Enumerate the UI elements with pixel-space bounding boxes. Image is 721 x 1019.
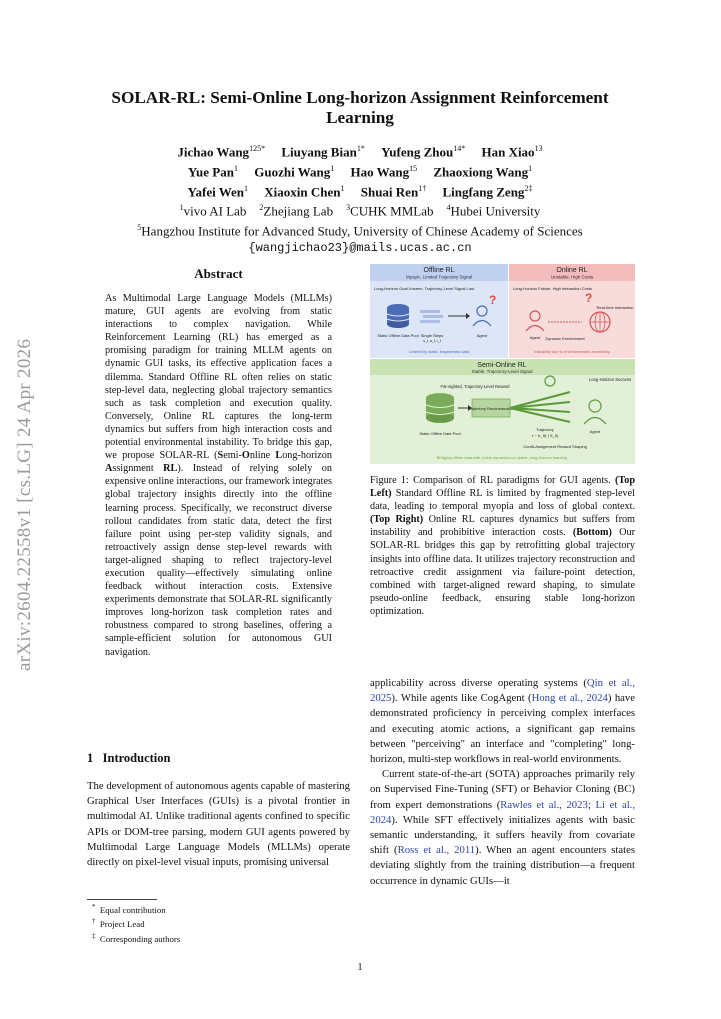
- footnote-rule: [87, 899, 157, 900]
- footnote-mark: ‡: [92, 931, 96, 940]
- recon-label: Trajectory Reconstruction: [468, 406, 514, 411]
- author-sup: 2‡: [524, 183, 533, 193]
- offline-question-icon: ?: [489, 293, 497, 307]
- section-heading: [87, 751, 170, 766]
- author-name: Guozhi Wang: [254, 164, 331, 180]
- caption-bold: (Top Right): [370, 514, 424, 526]
- acronym-letter: L: [275, 450, 283, 462]
- abstract-heading: Abstract: [194, 266, 243, 281]
- page-number: 1: [357, 962, 363, 973]
- semi-agent-label: Agent: [589, 429, 601, 434]
- intro-paragraph: The development of autonomous agents capable of mastering Graphical User Interfaces (GUIs) is a pivotal frontier in multimodal AI. Unlike traditional agents confined to specific APIs or DOM-tree parsing, modern GUI agents powered by Multimodal Large Language Models (MLLMs) operate directly on pixel-level visual inputs, promising universal: [87, 780, 350, 869]
- author-sup: 13: [534, 144, 543, 153]
- caption-text: Comparison of RL paradigms for GUI agents.: [408, 475, 615, 486]
- author-sup: 14*: [453, 144, 466, 153]
- farsighted-label: Far-sighted, Trajectory-Level Reward: [440, 384, 510, 389]
- author-sup: 1: [528, 163, 533, 173]
- author-name: Liuyang Bian: [281, 144, 357, 160]
- steps-label: Single Steps: [420, 333, 444, 338]
- affiliation: Hangzhou Institute for Advanced Study, University of Chinese Academy of Sciences: [141, 223, 583, 239]
- offline-agent-label: Agent: [476, 333, 488, 338]
- body-text: ). When an agent encounters states deviating slightly from the training distribution—a frequent occurrence in dynamic GUIs—it: [370, 844, 636, 887]
- online-note: Long-Horizon Failure, High Interaction Costs: [513, 286, 592, 291]
- affil-sup: 4: [446, 203, 451, 213]
- acronym-rest: ong-horizon: [282, 450, 332, 462]
- semi-title: Semi-Online RL: [477, 362, 527, 369]
- traj-formula: τ ~ π_θ(·| S_0): [531, 433, 559, 438]
- paper-title: SOLAR-RL: Semi-Online Long-horizon Assignment Reinforcement Learning: [111, 88, 609, 127]
- body-text: applicability across diverse operating systems (: [370, 677, 587, 689]
- caption-bold: (Top Left): [370, 475, 635, 500]
- acronym-letter: RL: [163, 463, 178, 475]
- author-sup: 1: [330, 163, 335, 173]
- affiliation: Zhejiang Lab: [263, 203, 334, 219]
- acronym-letter: A: [105, 463, 113, 475]
- online-subtitle: Unstable, High Costs: [550, 274, 594, 280]
- affiliation: CUHK MMLab: [350, 203, 434, 219]
- offline-note: Long-Horizon Goal Unseen, Trajectory-Level Signal Lost: [374, 286, 475, 291]
- affil-sup: 3: [346, 203, 351, 213]
- author-name: Xiaoxin Chen: [264, 183, 341, 199]
- caption-text: Standard Offline RL is limited by fragmented step-level data, leading to temporal myopia and loss of global context.: [370, 488, 635, 513]
- caption-text: Online RL captures dynamics but suffers from instability and prohibitive interaction costs.: [370, 514, 635, 539]
- citation-link[interactable]: Qin et al., 2025: [370, 677, 635, 705]
- intro-paragraph: [370, 767, 635, 889]
- author-sup: 1†: [418, 183, 427, 193]
- acronym-rest: ssignment: [112, 463, 164, 475]
- affil-sup: 2: [259, 203, 264, 213]
- env-label: Dynamic Environment: [545, 336, 585, 341]
- single-steps-icon: [420, 310, 443, 323]
- footnote-text: Project Lead: [99, 919, 145, 930]
- body-text: Current state-of-the-art (SOTA) approaches primarily rely on Supervised Fine-Tuning (SFT) or Behavior Cloning (BC) from expert demonstrations (: [370, 768, 635, 811]
- citation-link[interactable]: Ross et al., 2011: [397, 844, 476, 857]
- author-name: Han Xiao: [481, 144, 535, 160]
- footnote: [92, 902, 180, 916]
- affiliations-line: [80, 200, 640, 220]
- acronym-rest: emi-: [223, 450, 242, 462]
- author-block: [80, 141, 640, 257]
- body-text: ). While SFT effectively initializes agents with basic semantic understanding, it suffers heavily from covariate shift (: [370, 813, 635, 857]
- acronym-letter: O: [241, 450, 250, 462]
- body-text: ). While agents like CogAgent (: [391, 692, 532, 705]
- contact-email[interactable]: {wangjichao23}@mails.ucas.ac.cn: [248, 241, 472, 256]
- author-name: Yufeng Zhou: [381, 144, 454, 160]
- author-name: Hao Wang: [350, 164, 410, 180]
- caption-text: Our SOLAR-RL bridges this gap by retrofitting global trajectory insights into offline data. It utilizes trajectory reconstruction and retroactive credit assignment via failure-point detection, combined with target-aligned reward shaping, to simulate pseudo-online feedback, ensuring stable long-horizon optimization.: [370, 527, 635, 617]
- figure-rl-paradigms: [370, 264, 635, 464]
- realtime-label: Real-time Interaction: [596, 305, 634, 310]
- footnote: [92, 916, 180, 930]
- affil-sup: 5: [137, 223, 142, 233]
- abstract-body: [105, 292, 332, 659]
- author-name: Shuai Ren: [360, 183, 419, 199]
- abstract-text-1: As Multimodal Large Language Models (MLLMs) mature, GUI agents are evolving from static interactions to complex navigation. While Reinforcement Learning (RL) has emerged as a promising paradigm for training MLLM agents on dynamic GUI tasks, its effective application faces a dilemma. Standard Offline RL often relies on static step-level data, neglecting global trajectory semantics such as task completion and execution quality. Conversely, Online RL captures the long-term dynamics but suffers from high interaction costs and potential environmental instability. To bridge this gap, we propose SOLAR-RL (: [105, 293, 332, 462]
- dynamic-environment-icon: [590, 312, 610, 332]
- author-name: Jichao Wang: [177, 144, 250, 160]
- section-number: 1: [87, 751, 94, 765]
- affiliation-5-line: [80, 220, 640, 240]
- footnote-mark: *: [92, 903, 96, 911]
- offline-subtitle: Myopic, Limited Trajectory Signal: [405, 274, 473, 280]
- arxiv-stamp: arXiv:2604.22558v1 [cs.LG] 24 Apr 2026: [14, 338, 35, 671]
- author-sup: 125*: [249, 144, 266, 153]
- body-text: ) have demonstrated proficiency in perceiving complex interfaces and executing atomic actions, a significant gap remains between "perceiving" an interface and "completing" long-horizon, multi-step workflows in real-world environments.: [370, 692, 635, 766]
- affil-sup: 1: [179, 203, 184, 213]
- section-title: Introduction: [102, 751, 171, 765]
- abstract-text-2: ). Instead of relying solely on expensive online interactions, our framework integrates global trajectory insights directly into the offline learning process. Specifically, we reconstruct diverse rollout candidates from static data, detect the first failure point using per-step validity signals, and retroactively assign dense step-level rewards with target-aligned shaping to reflect trajectory-level execution quality—effectively simulating online feedback without interaction costs. Extensive experiments demonstrate that SOLAR-RL significantly improves long-horizon task completion rates and robustness compared to strong baselines, offering a sample-efficient solution for autonomous GUI navigation.: [105, 463, 332, 658]
- online-question-icon: ?: [585, 291, 593, 305]
- semi-data-pool-icon: [426, 393, 454, 423]
- online-agent-label: Agent: [529, 335, 541, 340]
- footnote-mark: †: [92, 917, 96, 926]
- footnote-text: Corresponding authors: [99, 933, 181, 944]
- acronym-letter: S: [217, 450, 224, 462]
- citation-link[interactable]: Li et al., 2024: [370, 798, 636, 826]
- success-label: Long-Horizon Success: [588, 377, 632, 382]
- online-footer: Instability due to environmental uncertainty: [534, 349, 610, 354]
- acronym-rest: nline: [249, 450, 276, 462]
- body-text: ;: [587, 798, 596, 811]
- semi-footer: Bridging offline data with online dynamics for stable, long-horizon learning: [436, 455, 568, 460]
- author-name: Yafei Wen: [187, 183, 245, 199]
- footnote-text: Equal contribution: [99, 904, 166, 915]
- credit-label: Credit-Assignment Reward Shaping: [523, 444, 587, 449]
- intro-right-column: [370, 676, 635, 889]
- citation-link[interactable]: Rawles et al., 2023: [500, 798, 588, 811]
- caption-label: Figure 1:: [370, 475, 409, 486]
- intro-left-column: [87, 779, 350, 870]
- author-name: Zhaoxiong Wang: [433, 164, 529, 180]
- author-name: Yue Pan: [187, 164, 234, 180]
- author-sup: 1: [233, 163, 238, 173]
- online-title: Online RL: [556, 267, 588, 274]
- traj-label: Trajectory: [536, 427, 554, 432]
- semi-pool-label: Static Offline Data Pool: [419, 431, 461, 436]
- offline-footer: Limited by static, fragmented data: [408, 349, 470, 354]
- footnotes: [92, 902, 180, 945]
- author-sup: 1*: [356, 144, 365, 153]
- author-sup: 1: [340, 183, 345, 193]
- semi-subtitle: Stable, Trajectory-Level Signal: [471, 369, 533, 374]
- author-sup: 1: [244, 183, 249, 193]
- steps-sub: s_t, a_t, r_t: [423, 339, 441, 343]
- footnote: [92, 931, 180, 945]
- author-line-1: [80, 141, 640, 161]
- offline-title: Offline RL: [423, 267, 455, 274]
- author-name: Lingfang Zeng: [442, 183, 525, 199]
- author-line-3: [80, 181, 640, 201]
- caption-bold: (Bottom): [572, 527, 612, 539]
- affiliation: Hubei University: [450, 203, 541, 219]
- author-line-2: [80, 161, 640, 181]
- offline-pool-label: Static Offline Data Pool: [377, 333, 419, 338]
- citation-link[interactable]: Hong et al., 2024: [531, 692, 608, 705]
- offline-data-pool-icon: [387, 304, 409, 328]
- affiliation: vivo AI Lab: [183, 203, 247, 219]
- intro-paragraph: [370, 676, 635, 767]
- figure-caption: [370, 474, 635, 618]
- author-sup: 15: [409, 163, 418, 173]
